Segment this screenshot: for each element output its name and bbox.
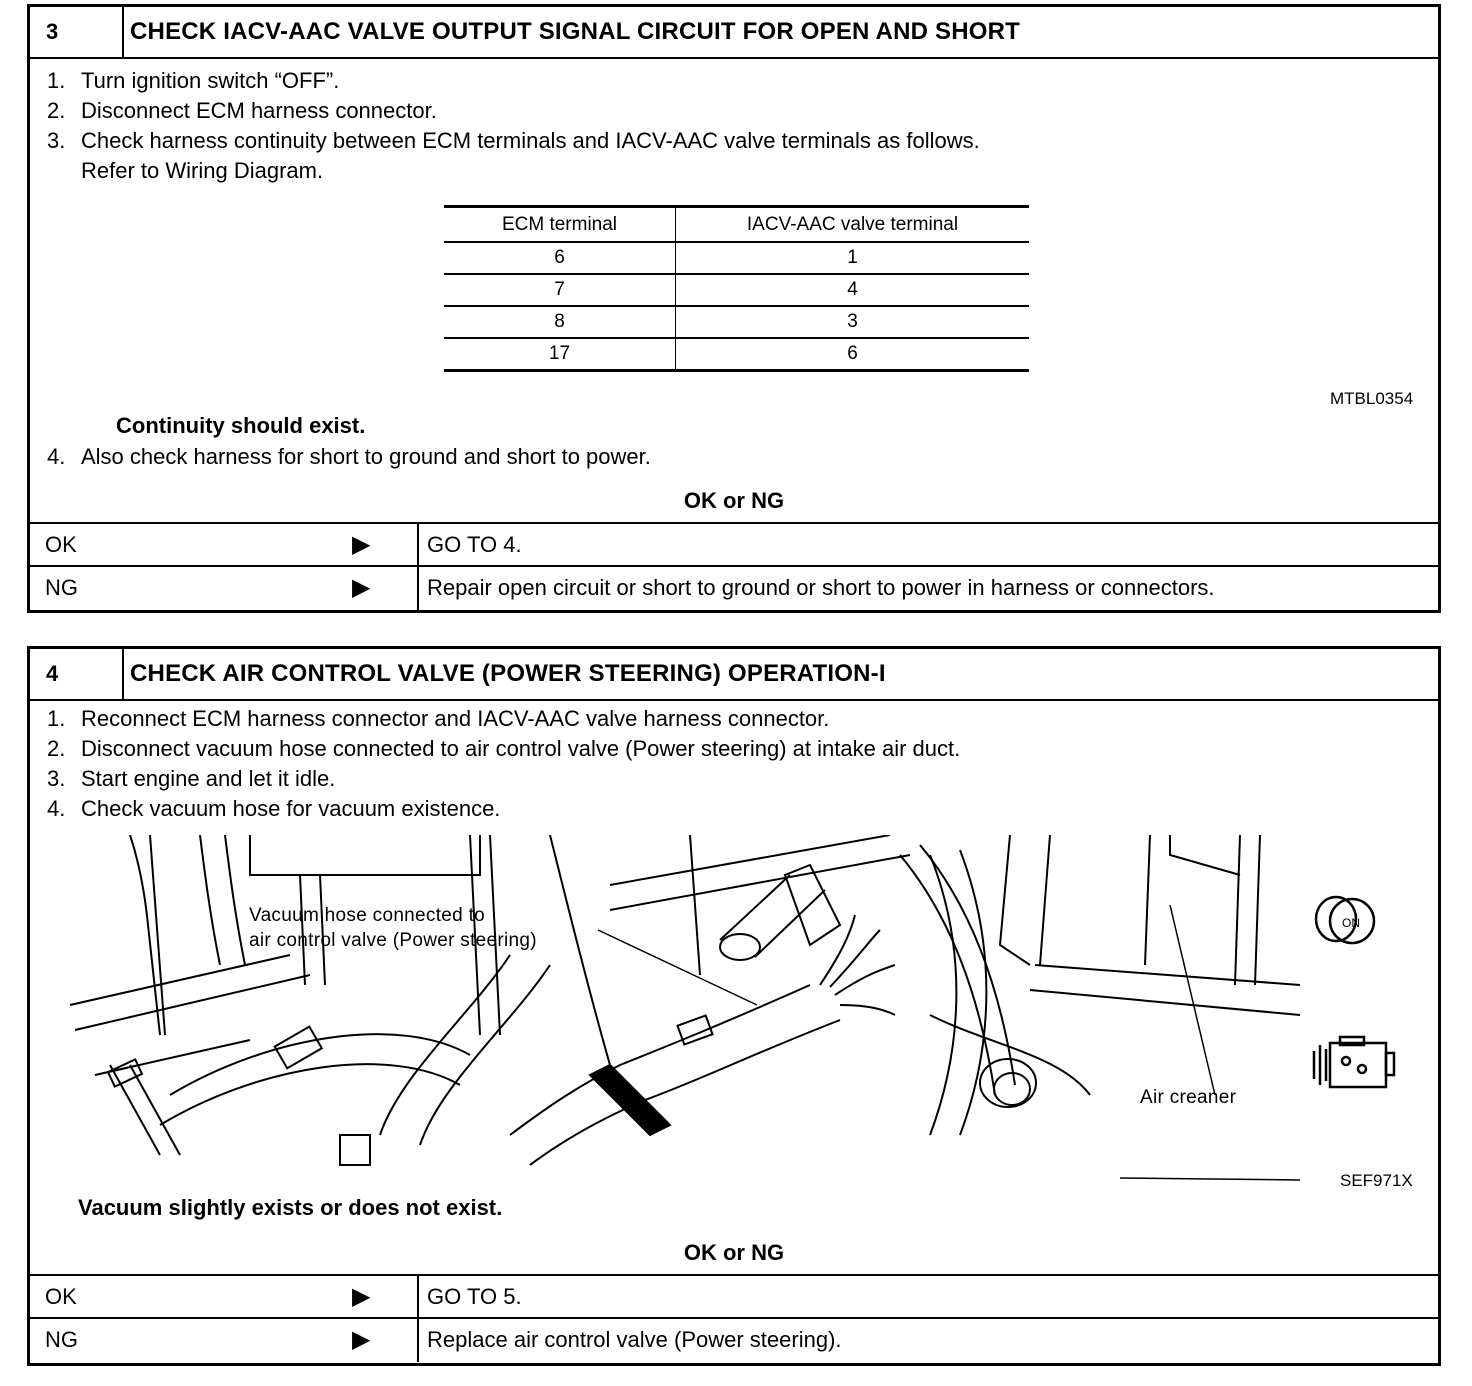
- column-header: IACV-AAC valve terminal: [676, 207, 1030, 243]
- instruction-number: 2.: [47, 98, 66, 123]
- instruction-text: Also check harness for short to ground and short to power.: [81, 444, 651, 469]
- continuity-table: [444, 205, 1029, 372]
- instruction-item: [47, 705, 829, 733]
- step-4-header: [30, 649, 1438, 701]
- instruction-item: [47, 443, 651, 471]
- table-row: [444, 242, 1029, 274]
- result-row-ng: [30, 565, 1438, 610]
- instruction-text: Check vacuum hose for vacuum existence.: [81, 796, 501, 821]
- engine-drawing: [50, 835, 1440, 1205]
- instruction-number: 4.: [47, 796, 66, 821]
- result-row-ng: [30, 1317, 1438, 1362]
- table-row: [444, 338, 1029, 371]
- instruction-item: [47, 127, 980, 155]
- step-3-header: [30, 7, 1438, 59]
- result-action: Repair open circuit or short to ground or short to power in harness or connectors.: [417, 567, 1215, 610]
- column-header: ECM terminal: [444, 207, 676, 243]
- instruction-text: Disconnect ECM harness connector.: [81, 98, 437, 123]
- instruction-number: 1.: [47, 68, 66, 93]
- table-row: [444, 306, 1029, 338]
- table-cell: 6: [676, 338, 1030, 371]
- result-key: NG: [45, 575, 78, 600]
- instruction-text: Turn ignition switch “OFF”.: [81, 68, 340, 93]
- table-cell: 1: [676, 242, 1030, 274]
- result-key: OK: [45, 1284, 77, 1309]
- result-row-ok: [30, 1274, 1438, 1319]
- step-3-panel: [27, 4, 1441, 613]
- table-cell: 4: [676, 274, 1030, 306]
- table-cell: 8: [444, 306, 676, 338]
- instruction-number: 2.: [47, 736, 66, 761]
- instruction-text: Check harness continuity between ECM terminals and IACV-AAC valve terminals as follows.: [81, 128, 980, 153]
- step-number: 4: [30, 649, 124, 699]
- step-title: CHECK AIR CONTROL VALVE (POWER STEERING) OPERATION-I: [130, 660, 886, 687]
- result-key: OK: [45, 532, 77, 557]
- arrow-right-icon: ▶: [352, 1283, 371, 1310]
- vacuum-hose-callout-line1: Vacuum hose connected to: [249, 905, 486, 926]
- step-4-panel: [27, 646, 1441, 1366]
- instruction-item: [47, 67, 339, 95]
- instruction-item: [47, 735, 960, 763]
- air-cleaner-label: Air creaner: [1140, 1087, 1237, 1108]
- arrow-right-icon: ▶: [352, 1326, 371, 1353]
- table-cell: 3: [676, 306, 1030, 338]
- expected-result: Vacuum slightly exists or does not exist.: [78, 1195, 503, 1220]
- result-action: GO TO 5.: [417, 1276, 522, 1319]
- result-key: NG: [45, 1327, 78, 1352]
- vacuum-hose-callout-line2: air control valve (Power steering): [249, 930, 537, 951]
- instruction-number: 3.: [47, 766, 66, 791]
- instruction-text: Start engine and let it idle.: [81, 766, 336, 791]
- instruction-item: [47, 795, 500, 823]
- instruction-number: 4.: [47, 444, 66, 469]
- engine-compartment-illustration: [50, 835, 1440, 1205]
- figure-id: SEF971X: [1340, 1171, 1413, 1190]
- arrow-right-icon: ▶: [352, 574, 371, 601]
- expected-result: Continuity should exist.: [116, 413, 366, 438]
- instruction-number: 3.: [47, 128, 66, 153]
- ignition-on-text: ON: [1342, 916, 1360, 930]
- step-number: 3: [30, 7, 124, 57]
- decision-label: OK or NG: [683, 488, 785, 513]
- result-row-ok: [30, 522, 1438, 567]
- table-cell: 7: [444, 274, 676, 306]
- instruction-text: Disconnect vacuum hose connected to air control valve (Power steering) at intake air duct.: [81, 736, 961, 761]
- result-action: GO TO 4.: [417, 524, 522, 567]
- ignition-key-on-icon: [1312, 891, 1382, 951]
- sub-instruction: Refer to Wiring Diagram.: [81, 158, 324, 183]
- table-row: [444, 274, 1029, 306]
- instruction-text: Reconnect ECM harness connector and IACV-AAC valve harness connector.: [81, 706, 830, 731]
- result-action: Replace air control valve (Power steering).: [417, 1319, 842, 1362]
- figure-id: MTBL0354: [1330, 389, 1414, 408]
- step-title: CHECK IACV-AAC VALVE OUTPUT SIGNAL CIRCUIT FOR OPEN AND SHORT: [130, 18, 1021, 45]
- table-header-row: [444, 207, 1029, 243]
- engine-running-icon: [1310, 1035, 1396, 1095]
- arrow-right-icon: ▶: [352, 531, 371, 558]
- decision-label: OK or NG: [683, 1240, 785, 1265]
- instruction-number: 1.: [47, 706, 66, 731]
- instruction-item: [47, 765, 335, 793]
- instruction-item: [47, 97, 437, 125]
- table-cell: 17: [444, 338, 676, 371]
- table-cell: 6: [444, 242, 676, 274]
